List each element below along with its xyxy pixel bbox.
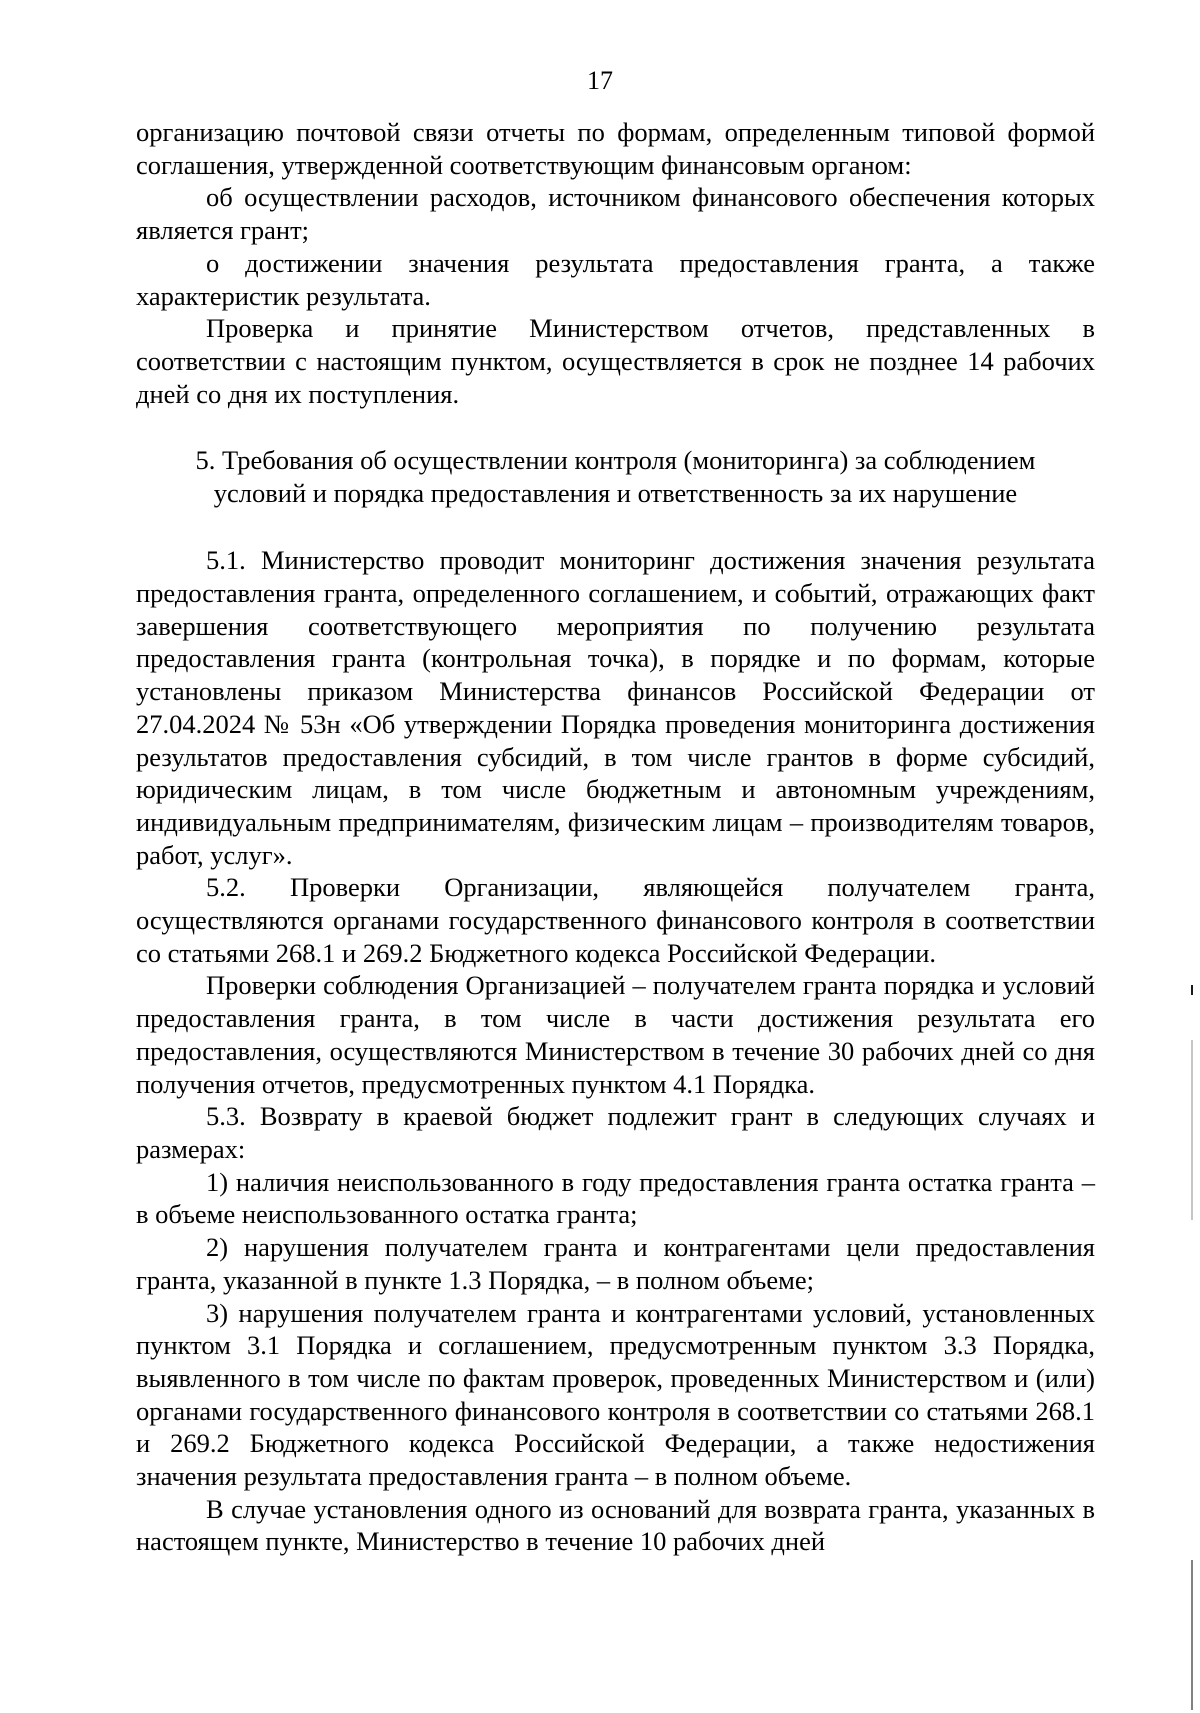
paragraph-report-expenses: об осуществлении расходов, источником финансового обеспечения которых является грант;	[136, 182, 1095, 246]
paragraph-refund-procedure: В случае установления одного из оснований для возврата гранта, указанных в настоящем пункте, Министерство в течение 10 рабочих дней	[136, 1493, 1095, 1557]
scan-edge-mark	[1191, 1040, 1193, 1220]
section-heading-line1: 5. Требования об осуществлении контроля (мониторинга) за соблюдением	[195, 445, 1036, 476]
scan-edge-mark	[1191, 985, 1193, 995]
list-item-1: 1) наличия неиспользованного в году предоставления гранта остатка гранта – в объеме неиспользованного остатка гранта;	[136, 1166, 1095, 1230]
list-item-2: 2) нарушения получателем гранта и контрагентами цели предоставления гранта, указанной в пункте 1.3 Порядка, – в полном объеме;	[136, 1232, 1095, 1295]
list-item-3: 3) нарушения получателем гранта и контрагентами условий, установленных пунктом 3.1 Порядка и соглашением, предусмотренным пунктом 3.3 Порядка, выявленного в том числе по фактам проверок, проведенных Министерством и (или) органами государственного финансового контроля в соответствии со статьями 268.1 и 269.2 Бюджетного кодекса Российской Федерации, а также недостижения значения результата предоставления гранта – в полном объеме.	[136, 1297, 1095, 1492]
paragraph-report-result: о достижении значения результата предоставления гранта, а также характеристик результата.	[136, 247, 1095, 311]
page-number: 17	[587, 66, 613, 95]
paragraph-5-3: 5.3. Возврату в краевой бюджет подлежит грант в следующих случаях и размерах:	[136, 1101, 1095, 1164]
paragraph-continuation: организацию почтовой связи отчеты по формам, определенным типовой формой соглашения, утвержденной соответствующим финансовым органом:	[136, 117, 1095, 180]
paragraph-5-2: 5.2. Проверки Организации, являющейся получателем гранта, осуществляются органами государственного финансового контроля в соответствии со статьями 268.1 и 269.2 Бюджетного кодекса Российской Федерации.	[136, 872, 1095, 968]
paragraph-5-2-inspections: Проверки соблюдения Организацией – получателем гранта порядка и условий предоставления гранта, в том числе в части достижения результата его предоставления, осуществляются Министерством в течение 30 рабочих дней со дня получения отчетов, предусмотренных пунктом 4.1 Порядка.	[136, 970, 1095, 1099]
document-body	[136, 116, 1095, 1558]
section-heading-line2: условий и порядка предоставления и ответственность за их нарушение	[213, 478, 1018, 509]
section-heading	[136, 444, 1095, 510]
scan-edge-mark	[1191, 1560, 1193, 1710]
paragraph-5-1: 5.1. Министерство проводит мониторинг достижения значения результата предоставления гранта, определенного соглашением, и событий, отражающих факт завершения соответствующего мероприятия по получению результата предоставления гранта (контрольная точка), в порядке и по формам, которые установлены приказом Министерства финансов Российской Федерации от 27.04.2024 № 53н «Об утверждении Порядка проведения мониторинга достижения результатов предоставления субсидий, в том числе грантов в форме субсидий, юридическим лицам, в том числе бюджетным и автономным учреждениям, индивидуальным предпринимателям, физическим лицам – производителям товаров, работ, услуг».	[136, 545, 1095, 870]
paragraph-report-review: Проверка и принятие Министерством отчетов, представленных в соответствии с настоящим пунктом, осуществляется в срок не позднее 14 рабочих дней со дня их поступления.	[136, 313, 1095, 409]
